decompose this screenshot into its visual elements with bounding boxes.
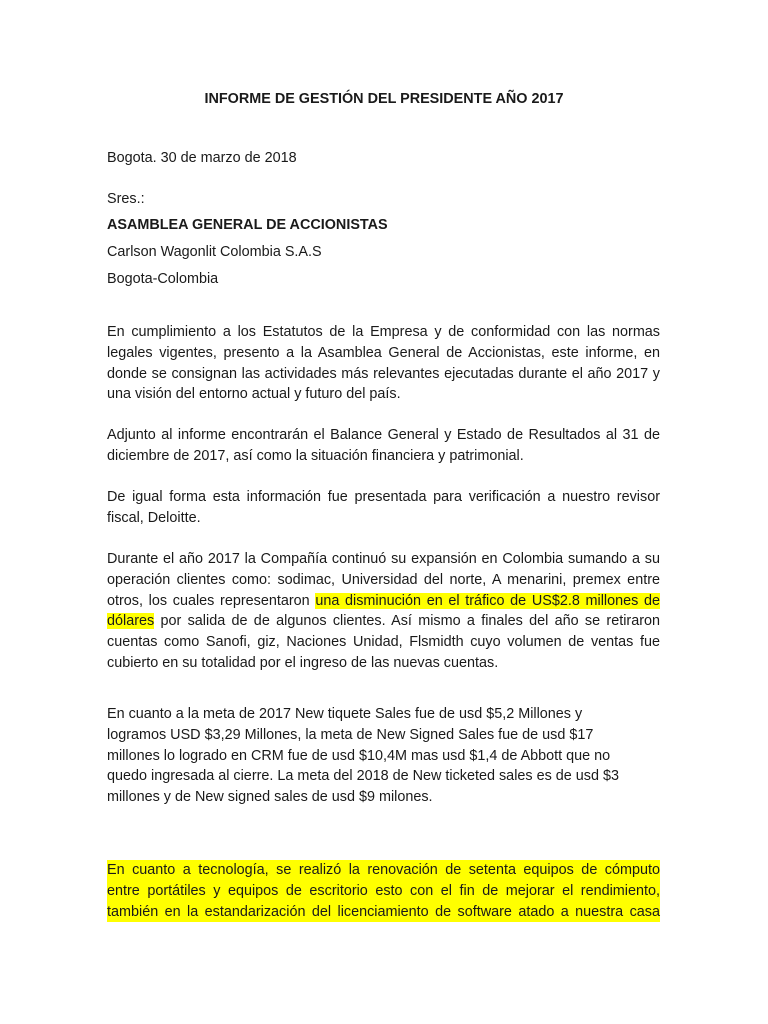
- paragraph-auditor: De igual forma esta información fue presentada para verificación a nuestro revisor fiscal, Deloitte.: [107, 489, 660, 526]
- paragraph-balance: Adjunto al informe encontrarán el Balance General y Estado de Resultados al 31 de diciembre de 2017, así como la situación financiera y patrimonial.: [107, 427, 660, 464]
- document-title: INFORME DE GESTIÓN DEL PRESIDENTE AÑO 2017: [204, 91, 564, 107]
- highlighted-decrease: una disminución en el tráfico de US$2.8 millones de dólares: [107, 592, 660, 630]
- date-line: Bogota. 30 de marzo de 2018: [107, 150, 297, 166]
- salutation: Sres.:: [107, 191, 145, 207]
- sales-line: logramos USD $3,29 Millones, la meta de New Signed Sales fue de usd $17: [107, 726, 594, 743]
- technology-line: entre portátiles y equipos de escritorio esto con el fin de mejorar el rendimiento,: [107, 881, 660, 902]
- paragraph-technology: [107, 860, 660, 922]
- paragraph-sales-goals: [107, 704, 660, 808]
- company-name: Carlson Wagonlit Colombia S.A.S: [107, 244, 322, 260]
- technology-line: también en la estandarización del licenciamiento de software atado a nuestra casa: [107, 902, 660, 923]
- expansion-text-a: Durante el año 2017 la Compañía continuó su expansión en Colombia sumando a su operación clientes como: sodimac, Universidad del norte, A menarini, premex entre otros, los cuales representaron: [107, 551, 660, 609]
- paragraph-statutes: En cumplimiento a los Estatutos de la Empresa y de conformidad con las normas legales vigentes, presento a la Asamblea General de Accionistas, este informe, en donde se consignan las actividades más relevantes ejecutadas durante el año 2017 y una visión del entorno actual y futuro del país.: [107, 324, 660, 403]
- location: Bogota-Colombia: [107, 271, 219, 287]
- recipient: ASAMBLEA GENERAL DE ACCIONISTAS: [107, 217, 388, 233]
- sales-line: millones lo logrado en CRM fue de usd $10,4M mas usd $1,4 de Abbott que no: [107, 747, 611, 764]
- technology-line: En cuanto a tecnología, se realizó la renovación de setenta equipos de cómputo: [107, 860, 660, 881]
- sales-line: millones y de New signed sales de usd $9 milones.: [107, 789, 433, 806]
- sales-line: quedo ingresada al cierre. La meta del 2018 de New ticketed sales es de usd $3: [107, 768, 619, 785]
- paragraph-expansion: [107, 549, 660, 674]
- sales-line: En cuanto a la meta de 2017 New tiquete Sales fue de usd $5,2 Millones y: [107, 706, 583, 722]
- expansion-text-b: por salida de de algunos clientes. Así mismo a finales del año se retiraron cuentas como Sanofi, giz, Naciones Unidad, Flsmidth cuyo volumen de ventas fue cubierto en su totalidad por el ingreso de las nuevas cuentas.: [107, 613, 660, 671]
